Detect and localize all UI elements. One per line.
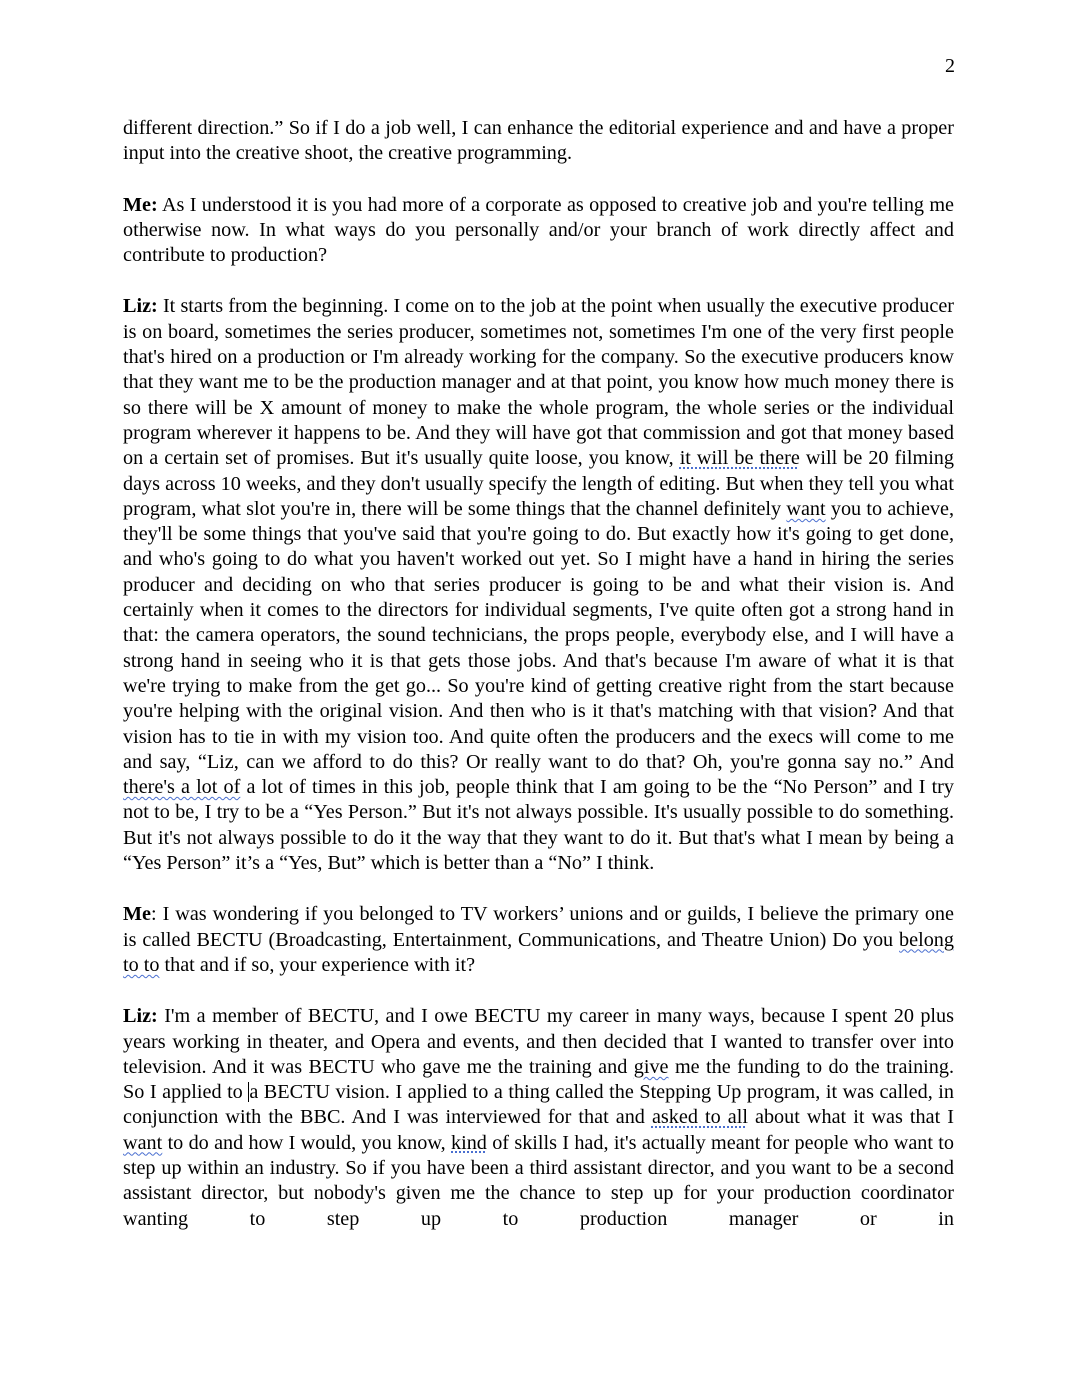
text-run: will be 20 filming days across 10 weeks, and they don't usually specify the length of editing. But when they tell you what program, what slot you're in, there will be some things that the channel definitely [123, 447, 954, 520]
text-run: a BECTU vision. I applied to a thing called the Stepping Up program, it was called, in conjunction with the BBC. And I was interviewed for that and [123, 1081, 954, 1129]
grammar-flag: want [123, 1131, 163, 1154]
style-flag: asked to all [651, 1106, 748, 1129]
paragraph-question-unions [123, 902, 954, 978]
grammar-flag: give [633, 1055, 669, 1078]
text-run: : I was wondering if you belonged to TV workers’ unions and or guilds, I believe the primary one is called BECTU (Broadcasting, Entertainment, Communications, and Theatre Union) Do you [123, 903, 954, 951]
text-run: of skills I had, it's actually meant for people who want to step up within an industry. So if you have been a third assistant director, and you want to be a second assistant director, but nobody's given me the chance to step up for your production coordinator wanting to step up to production manager or in [123, 1131, 955, 1230]
text-run: you to achieve, they'll be some things that you've said that you're going to do. But exactly how it's going to get done, and who's going to do what you haven't worked out yet. So I might have a hand in hiring the series producer and deciding on who that series producer is going to be and what their vision is. And certainly when it comes to the directors for individual segments, I've quite often got a strong hand in that: the camera operators, the sound technicians, the props people, everybody else, and I will have a strong hand in seeing who it is that gets those jobs. And that's because I'm aware of what it is that we're trying to make from the get go... So you're kind of getting creative right from the start because you're helping with the original vision. And then who is it that's matching with that vision? And that vision has to tie in with my vision too. And quite often the producers and the execs will come to me and say, “Liz, can we afford to do this? Or really want to do that? Oh, you're gonna say no.” And [123, 497, 955, 773]
text-run: It starts from the beginning. I come on to the job at the point when usually the executive producer is on board, sometimes the series producer, sometimes not, sometimes I'm one of the very first people that's hired on a production or I'm already working for the company. So the executive producers know that they want me to be the production manager and at that point, you know how much money there is so there will be X amount of money to make the whole program, the whole series or the individual program wherever it happens to be. And they will have got that commission and got that money based on a certain set of promises. But it's usually quite loose, you know, [123, 295, 954, 470]
grammar-flag: there's a lot of [123, 776, 241, 799]
text-run: As I understood it is you had more of a corporate as opposed to creative job and you're telling me otherwise now. In what ways do you personally and/or your branch of work directly affect and contribute to production? [123, 193, 954, 267]
speaker-label: Liz: [123, 1005, 158, 1028]
grammar-flag: belong to to [123, 928, 954, 976]
transcript-body [123, 116, 954, 1232]
speaker-label: Me [123, 903, 152, 926]
text-run: me the funding to do the training. So I applied to [123, 1055, 954, 1104]
text-run: that and if so, your experience with it? [159, 953, 476, 976]
speaker-label: Me: [123, 193, 158, 216]
style-flag: it will be there [679, 447, 800, 470]
text-run: different direction.” So if I do a job well, I can enhance the editorial experience and and have a proper input into the creative shoot, the creative programming. [123, 117, 954, 165]
text-run: to do and how I would, you know, [162, 1131, 451, 1154]
paragraph-question-role [123, 193, 954, 269]
paragraph-answer-role [123, 294, 954, 876]
text-run: about what it was that I [747, 1106, 954, 1129]
paragraph-continuation [123, 116, 954, 167]
paragraph-answer-unions [123, 1004, 954, 1232]
speaker-label: Liz: [123, 295, 158, 318]
text-run: a lot of times in this job, people think that I am going to be the “No Person” and I try not to be, I try to be a “Yes Person.” But it's not always possible. It's usually possible to do something. But it's not always possible to do it the way that they want to do it. But that's what I mean by being a “Yes Person” it’s a “Yes, But” which is better than a “No” I think. [123, 776, 954, 875]
text-run: I'm a member of BECTU, and I owe BECTU my career in many ways, because I spent 20 plus years working in theater, and Opera and events, and then decided that I wanted to transfer over into television. And it was BECTU who gave me the training and [123, 1005, 954, 1078]
grammar-flag: want [786, 497, 826, 520]
page-number: 2 [945, 55, 955, 77]
style-flag: kind [451, 1131, 487, 1154]
